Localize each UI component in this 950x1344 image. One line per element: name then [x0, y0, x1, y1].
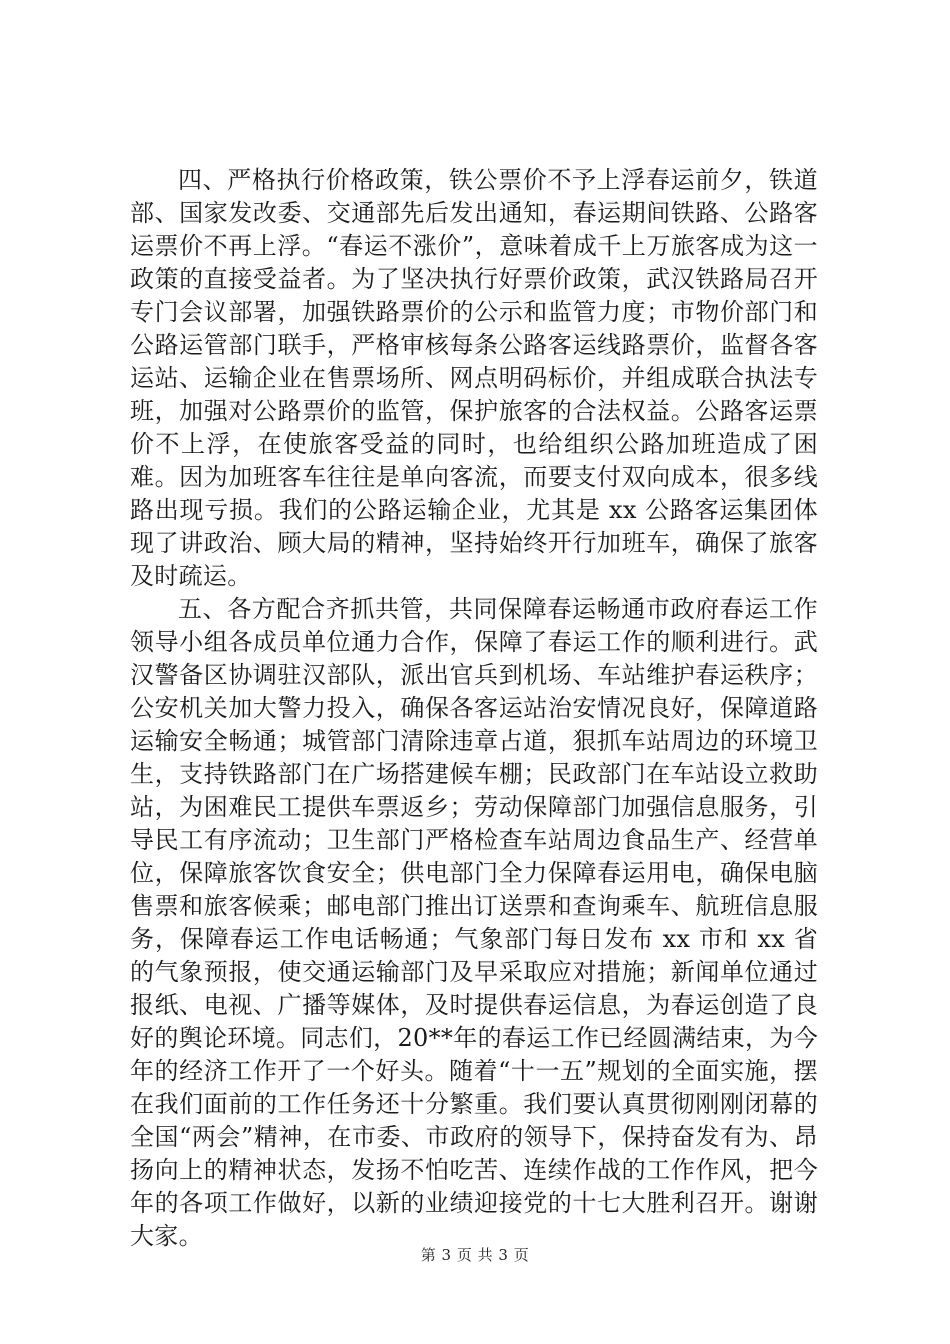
paragraph-cooperation: 五、各方配合齐抓共管，共同保障春运畅通市政府春运工作领导小组各成员单位通力合作，保障了春运工作的顺利进行。武汉警备区协调驻汉部队，派出官兵到机场、车站维护春运秩序；公安机关加大警力投入，确保各客运站治安情况良好，保障道路运输安全畅通；城管部门清除违章占道，狠抓车站周边的环境卫生，支持铁路部门在广场搭建候车棚；民政部门在车站设立救助站，为困难民工提供车票返乡；劳动保障部门加强信息服务，引导民工有序流动；卫生部门严格检查车站周边食品生产、经营单位，保障旅客饮食安全；供电部门全力保障春运用电，确保电脑售票和旅客候乘；邮电部门推出订送票和查询乘车、航班信息服务，保障春运工作电话畅通；气象部门每日发布 xx 市和 xx 省的气象预报，使交通运输部门及早采取应对措施；新闻单位通过报纸、电视、广播等媒体，及时提供春运信息，为春运创造了良好的舆论环境。同志们，20**年的春运工作已经圆满结束，为今年的经济工作开了一个好头。随着“十一五”规划的全面实施，摆在我们面前的工作任务还十分繁重。我们要认真贯彻刚刚闭幕的全国“两会”精神，在市委、市政府的领导下，保持奋发有为、昂扬向上的精神状态，发扬不怕吃苦、连续作战的工作作风，把今年的各项工作做好，以新的业绩迎接党的十七大胜利召开。谢谢大家。	[130, 595, 818, 1250]
page-footer: 第 3 页 共 3 页	[420, 1246, 530, 1264]
document-body	[130, 164, 818, 1253]
paragraph-price-policy: 四、严格执行价格政策，铁公票价不予上浮春运前夕，铁道部、国家发改委、交通部先后发出通知，春运期间铁路、公路客运票价不再上浮。“春运不涨价”，意味着成千上万旅客成为这一政策的直接受益者。为了坚决执行好票价政策，武汉铁路局召开专门会议部署，加强铁路票价的公示和监管力度；市物价部门和公路运管部门联手，严格审核每条公路客运线路票价，监督各客运站、运输企业在售票场所、网点明码标价，并组成联合执法专班，加强对公路票价的监管，保护旅客的合法权益。公路客运票价不上浮，在使旅客受益的同时，也给组织公路加班造成了困难。因为加班客车往往是单向客流，而要支付双向成本，很多线路出现亏损。我们的公路运输企业，尤其是 xx 公路客运集团体现了讲政治、顾大局的精神，坚持始终开行加班车，确保了旅客及时疏运。	[130, 166, 818, 590]
